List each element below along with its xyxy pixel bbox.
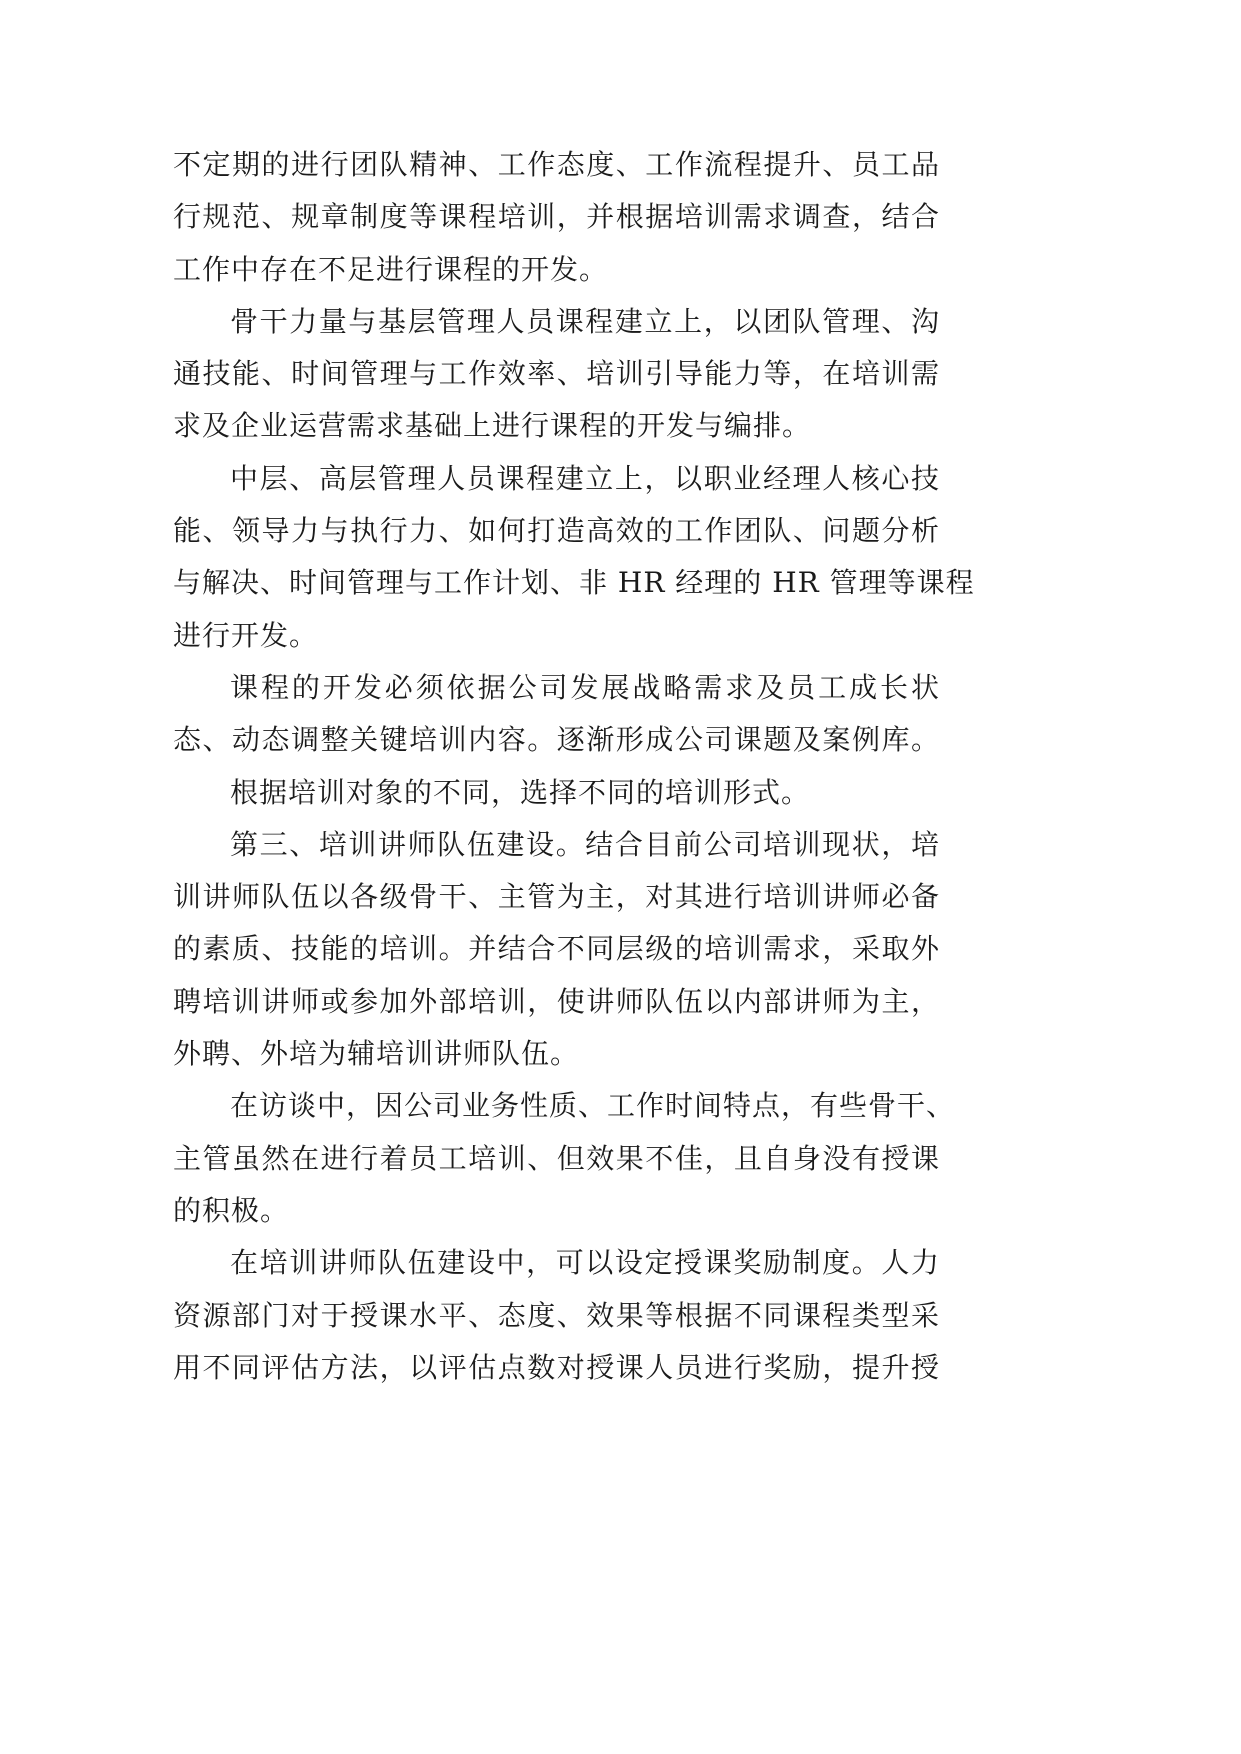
paragraph-line: 求及企业运营需求基础上进行课程的开发与编排。 (173, 409, 812, 443)
paragraph-line: 通技能、时间管理与工作效率、培训引导能力等，在培训需 (173, 357, 940, 391)
paragraph-line: 行规范、规章制度等课程培训，并根据培训需求调查，结合 (173, 200, 940, 234)
paragraph-line: 用不同评估方法，以评估点数对授课人员进行奖励，提升授 (173, 1350, 940, 1384)
paragraph-line: 资源部门对于授课水平、态度、效果等根据不同课程类型采 (173, 1298, 940, 1332)
paragraph-line: 在访谈中，因公司业务性质、工作时间特点，有些骨干、 (230, 1089, 956, 1123)
paragraph-line: 能、领导力与执行力、如何打造高效的工作团队、问题分析 (173, 514, 940, 548)
paragraph (173, 296, 940, 453)
paragraph-line: 工作中存在不足进行课程的开发。 (173, 252, 609, 286)
paragraph (173, 1080, 956, 1237)
paragraph-line: 中层、高层管理人员课程建立上，以职业经理人核心技 (230, 461, 940, 495)
paragraph-line: 的积极。 (173, 1193, 290, 1227)
paragraph-line: 外聘、外培为辅培训讲师队伍。 (173, 1037, 580, 1071)
paragraph (173, 139, 940, 296)
paragraph-line: 进行开发。 (173, 618, 319, 652)
paragraph-line: 聘培训讲师或参加外部培训，使讲师队伍以内部讲师为主， (173, 984, 940, 1018)
paragraph-line: 根据培训对象的不同，选择不同的培训形式。 (230, 775, 811, 809)
paragraph (173, 453, 975, 662)
paragraph-line: 与解决、时间管理与工作计划、非 HR 经理的 HR 管理等课程 (173, 566, 975, 600)
paragraph-line: 不定期的进行团队精神、工作态度、工作流程提升、员工品 (173, 148, 940, 181)
paragraph (173, 1237, 940, 1394)
paragraph (173, 662, 940, 767)
paragraph-line: 第三、培训讲师队伍建设。结合目前公司培训现状，培 (230, 827, 940, 861)
paragraph-line: 态、动态调整关键培训内容。逐渐形成公司课题及案例库。 (173, 723, 940, 757)
paragraph-line: 训讲师队伍以各级骨干、主管为主，对其进行培训讲师必备 (173, 880, 940, 914)
body-text (173, 139, 975, 1394)
paragraph (173, 767, 940, 819)
paragraph-line: 主管虽然在进行着员工培训、但效果不佳，且自身没有授课 (173, 1141, 940, 1175)
paragraph (173, 819, 940, 1080)
paragraph-line: 骨干力量与基层管理人员课程建立上，以团队管理、沟 (230, 304, 940, 338)
paragraph-line: 的素质、技能的培训。并结合不同层级的培训需求，采取外 (173, 932, 940, 966)
paragraph-line: 在培训讲师队伍建设中，可以设定授课奖励制度。人力 (230, 1246, 940, 1280)
paragraph-line: 课程的开发必须依据公司发展战略需求及员工成长状 (230, 670, 940, 704)
